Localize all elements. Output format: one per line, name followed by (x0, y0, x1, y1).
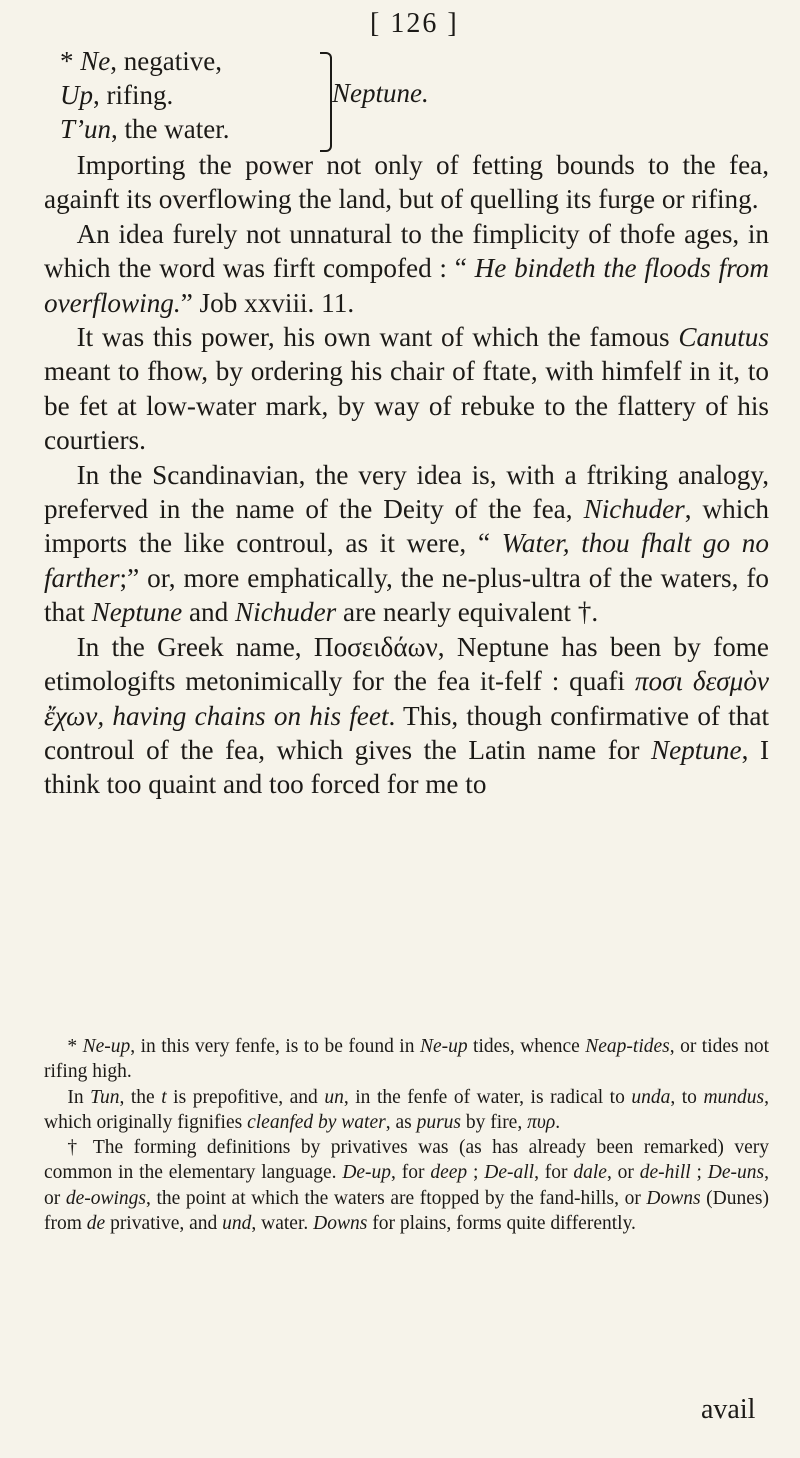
etymology-row (60, 112, 229, 146)
text-run: tides, whence (467, 1036, 586, 1057)
italic-text: unda (631, 1086, 671, 1108)
text-run: , I think too quaint and too forced for me to (44, 734, 769, 800)
text-run: , as (385, 1111, 417, 1133)
text-run: , which imports the like controul, as it were, “ (44, 494, 769, 559)
text-run: are nearly equivalent †. (336, 597, 599, 628)
text-run: and (182, 597, 236, 628)
italic-text: und (222, 1213, 252, 1235)
italic-text: Downs (646, 1187, 701, 1209)
italic-text: He bindeth the floods from overflowing. (44, 253, 769, 318)
paragraph (44, 320, 769, 458)
text-run: (Dunes) from (44, 1187, 769, 1235)
text-run: is prepofitive, and (166, 1086, 325, 1108)
italic-text: Canutus (678, 322, 769, 353)
page-number: [ 126 ] (370, 8, 459, 39)
text-run: It was this power, his own want of which the famous (76, 322, 679, 353)
italic-text: t (161, 1086, 167, 1108)
italic-text: πυρ (527, 1111, 556, 1133)
text-run: . (555, 1111, 561, 1133)
text-run: , for (391, 1162, 431, 1184)
text-run: meant to fhow, by ordering his chair of ftate, with himfelf in it, to be fet at low-water mark, by way of rebuke to the flattery of his courtiers. (44, 356, 769, 456)
footnote (44, 1085, 769, 1136)
text-run: ; (467, 1162, 485, 1184)
etymology-row (60, 44, 229, 78)
italic-text: Downs (313, 1213, 368, 1235)
italic-text: cleanfed by water (247, 1111, 386, 1133)
italic-text: Neptune (91, 597, 183, 628)
catchword: avail (701, 1394, 756, 1425)
text-run: In (67, 1086, 91, 1108)
text-run: . This, though confirmative of that controul of the fea, which gives the Latin name for (44, 700, 769, 765)
italic-text: Neap-tides (585, 1036, 670, 1057)
italic-text: mundus (703, 1086, 765, 1108)
italic-text: De-up (342, 1162, 392, 1184)
text-run: In the Scandinavian, the very idea is, with a ftriking analogy, preferved in the name of the Deity of the fea, (44, 459, 769, 525)
paragraph (44, 458, 769, 630)
brace (320, 52, 332, 152)
paragraph (44, 630, 769, 802)
italic-text: purus (416, 1111, 462, 1133)
text-run: † The forming definitions by privatives was (as has already been remarked) very common in the elementary language. (44, 1137, 769, 1184)
italic-text: Nichuder (583, 494, 685, 525)
italic-text: Nichuder (235, 597, 337, 628)
text-run: * (67, 1036, 83, 1057)
italic-text: dale (573, 1162, 607, 1184)
text-run: , in the fenfe of water, is radical to (343, 1086, 632, 1108)
footnote (44, 1135, 769, 1236)
main-text (44, 148, 769, 802)
text-run: by fire, (461, 1111, 528, 1133)
text-run: Importing the power not only of fetting bounds to the fea, againft its overflowing the land, but of quelling its furge or rifing. (44, 150, 769, 215)
text-run: , or (44, 1162, 769, 1209)
italic-text: Water, thou fhalt go no farther (44, 528, 769, 593)
italic-text: De-all (484, 1162, 535, 1184)
text-run: , which originally fignifies (44, 1086, 770, 1133)
italic-text: Neptune (650, 734, 742, 765)
text-run: An idea furely not unnatural to the fimplicity of thofe ages, in which the word was firft compofed : “ (44, 218, 769, 284)
brace-label: Neptune. (332, 78, 429, 108)
footnotes (44, 1034, 769, 1236)
paragraph (44, 148, 769, 217)
text-run: for plains, forms quite differently. (367, 1213, 636, 1235)
paragraph (44, 217, 769, 320)
italic-text: ποσι δεσμὸν ἔχων, having chains on his feet (44, 666, 769, 731)
italic-text: un (324, 1086, 344, 1108)
text-run: , water. (251, 1213, 314, 1235)
text-run: , in this very fenfe, is to be found in (130, 1036, 420, 1057)
text-run: , or (606, 1162, 640, 1184)
etymology-term: Up (60, 80, 93, 110)
etymology-gloss: , rifing. (93, 80, 174, 110)
text-run: , or tides not rifing high. (44, 1036, 769, 1083)
text-run: , for (534, 1162, 574, 1184)
text-run: ; (690, 1162, 708, 1184)
italic-text: deep (430, 1162, 468, 1184)
footnote-marker: * (60, 46, 81, 76)
etymology-row (60, 78, 229, 112)
etymology-term: T’un (60, 114, 112, 144)
text-run: ” Job xxviii. 11. (180, 287, 355, 318)
etymology-term: Ne (80, 46, 111, 76)
italic-text: Tun (90, 1086, 120, 1108)
text-run: , the point at which the waters are ftopped by the fand-hills, or (146, 1187, 647, 1209)
text-run: ;” or, more emphatically, the ne-plus-ultra of the waters, fo that (44, 562, 769, 628)
italic-text: de-owings (65, 1187, 147, 1209)
italic-text: Ne-up (419, 1036, 468, 1057)
etymology-gloss: , the water. (111, 114, 230, 144)
italic-text: de (86, 1213, 106, 1235)
footnote (44, 1034, 769, 1085)
text-run: privative, and (105, 1213, 223, 1235)
text-run: , the (119, 1086, 162, 1108)
italic-text: De-uns (707, 1162, 765, 1184)
etymology-gloss: , negative, (110, 46, 222, 76)
etymology-list (60, 44, 229, 146)
italic-text: de-hill (639, 1162, 691, 1184)
text-run: , to (670, 1086, 704, 1108)
text-run: In the Greek name, Ποσειδάων, Neptune has been by fome etimologifts metonimically for the fea it-felf : quafi (44, 631, 769, 697)
italic-text: Ne-up (82, 1036, 131, 1057)
